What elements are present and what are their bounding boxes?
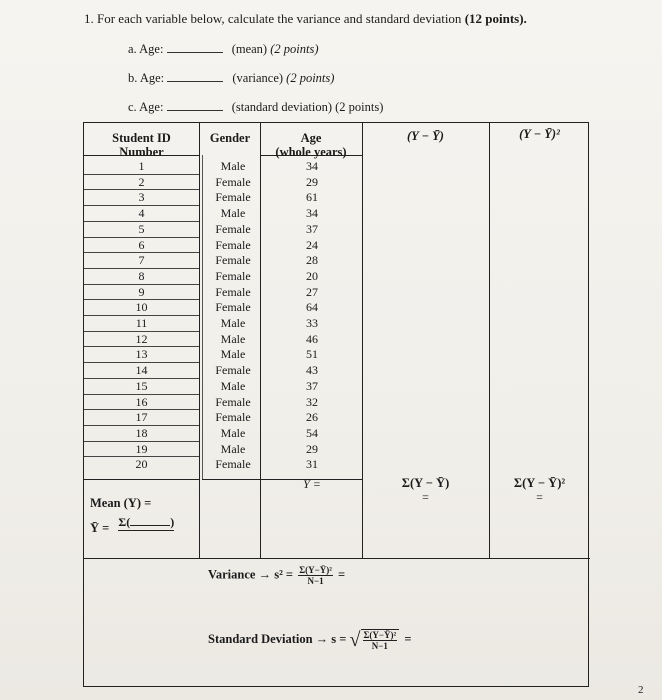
row-gender: Female	[215, 268, 251, 283]
mean-formula	[90, 515, 174, 543]
sum-deviation-label: Σ(Y − Ȳ)	[401, 476, 450, 490]
data-table	[83, 122, 589, 687]
row-student-id: 13	[135, 347, 148, 362]
row-age: 20	[306, 268, 318, 283]
table-rule	[84, 479, 199, 480]
sub-letter: a.	[128, 42, 137, 56]
std-dev-equals: =	[404, 631, 412, 646]
row-gender: Male	[220, 378, 246, 393]
sub-measure: (standard deviation)	[231, 100, 332, 114]
row-age: 24	[306, 237, 318, 252]
row-gender: Female	[215, 221, 251, 236]
mean-numerator	[118, 515, 174, 531]
row-age: 31	[306, 457, 318, 472]
row-student-id: 16	[135, 394, 148, 409]
row-age: 54	[306, 425, 318, 440]
variance-denominator: N−1	[307, 576, 324, 586]
row-gender: Female	[215, 394, 251, 409]
answer-blank[interactable]	[167, 41, 223, 53]
row-student-id: 20	[135, 457, 148, 472]
std-dev-formula	[208, 629, 411, 651]
row-gender: Male	[220, 206, 246, 221]
mean-sigma: Σ(	[118, 515, 131, 529]
row-student-id: 9	[138, 284, 145, 299]
row-student-id: 2	[138, 174, 145, 189]
row-student-id: 4	[138, 206, 145, 221]
row-student-id: 19	[135, 441, 148, 456]
row-age: 33	[306, 316, 318, 330]
mean-label: Mean (Y) =	[90, 496, 152, 510]
sub-points: (2 points)	[286, 71, 335, 85]
row-gender: Female	[215, 300, 251, 315]
row-gender: Male	[220, 159, 246, 173]
mean-denominator[interactable]	[118, 531, 174, 543]
ybar-label: Ȳ =	[303, 477, 321, 491]
variance-equals: =	[338, 567, 346, 582]
row-age: 37	[306, 221, 318, 236]
row-gender: Female	[215, 363, 251, 378]
subquestion-b	[128, 70, 334, 86]
sub-label: Age:	[139, 42, 164, 56]
header-id-line2: Number	[119, 145, 164, 159]
row-age: 46	[306, 331, 318, 346]
row-student-id: 8	[138, 268, 145, 283]
row-age: 43	[306, 363, 318, 378]
header-student-id	[84, 131, 199, 159]
sum-deviation-squared-label: Σ(Y − Ȳ)²	[513, 476, 566, 490]
header-deviation-squared: (Y − Ȳ)²	[519, 127, 560, 141]
row-age: 29	[306, 174, 318, 189]
question-text: For each variable below, calculate the variance and standard deviation	[97, 11, 462, 26]
col-divider	[199, 123, 200, 558]
row-student-id: 17	[135, 410, 148, 425]
row-student-id: 12	[135, 331, 148, 346]
row-gender: Female	[215, 237, 251, 252]
answer-blank[interactable]	[167, 99, 223, 111]
header-id-line1: Student ID	[112, 131, 171, 145]
sub-points: (2 points)	[270, 42, 319, 56]
header-age-line2: (whole years)	[275, 145, 347, 159]
std-dev-numerator: Σ(Y−Ȳ)²	[363, 630, 397, 640]
row-student-id: 6	[138, 237, 145, 252]
mean-blank[interactable]	[130, 515, 170, 526]
section-rule	[84, 558, 590, 559]
row-gender: Female	[215, 174, 251, 189]
sub-label: Age:	[139, 100, 164, 114]
mean-fraction	[118, 515, 174, 543]
variance-label: Variance → s² =	[208, 567, 294, 582]
question-points: (12 points).	[464, 11, 527, 26]
row-gender: Female	[215, 284, 251, 299]
row-gender: Female	[215, 457, 251, 472]
row-student-id: 18	[135, 425, 148, 440]
row-gender: Female	[215, 190, 251, 205]
row-age: 32	[306, 394, 318, 409]
std-dev-label: Standard Deviation → s =	[208, 631, 347, 646]
sum-deviation-equals: =	[422, 490, 429, 504]
row-gender: Male	[220, 316, 246, 330]
row-gender: Male	[220, 425, 246, 440]
mean-ybar: Ȳ =	[90, 520, 110, 535]
page-number: 2	[638, 684, 644, 696]
sub-letter: b.	[128, 71, 138, 85]
answer-blank[interactable]	[167, 70, 223, 82]
row-age: 37	[306, 378, 318, 393]
row-student-id: 15	[135, 378, 148, 393]
variance-numerator: Σ(Y−Ȳ)²	[299, 565, 332, 575]
sub-letter: c.	[128, 100, 137, 114]
row-age: 26	[306, 410, 318, 425]
row-gender: Male	[220, 441, 246, 456]
header-deviation: (Y − Ȳ)	[407, 129, 444, 143]
row-gender: Female	[215, 410, 251, 425]
row-gender: Female	[215, 253, 251, 268]
variance-formula	[208, 565, 345, 586]
sub-label: Age:	[139, 71, 165, 85]
row-age: 61	[306, 190, 318, 205]
sub-measure: (variance)	[232, 71, 284, 85]
row-age: 27	[306, 284, 318, 299]
std-dev-fraction	[361, 629, 400, 651]
sub-points: (2 points)	[335, 100, 384, 114]
question-number: 1.	[84, 11, 94, 26]
row-age: 34	[306, 206, 318, 221]
row-student-id: 7	[138, 253, 145, 268]
question-title	[84, 11, 527, 27]
subquestion-c	[128, 99, 383, 115]
variance-fraction	[298, 565, 333, 586]
sqrt-icon: √	[349, 629, 361, 651]
row-age: 34	[306, 159, 318, 173]
std-dev-denominator: N−1	[371, 641, 388, 651]
row-student-id: 10	[135, 300, 148, 315]
sub-measure: (mean)	[231, 42, 268, 56]
header-age-line1: Age	[300, 131, 322, 145]
subquestion-a	[128, 41, 318, 57]
row-age: 29	[306, 441, 318, 456]
row-age: 64	[306, 300, 318, 315]
row-student-id: 5	[138, 221, 145, 236]
mean-close: )	[170, 515, 175, 529]
row-age: 28	[306, 253, 318, 268]
row-student-id: 11	[135, 316, 148, 330]
row-student-id: 1	[138, 159, 145, 173]
row-gender: Male	[220, 347, 246, 362]
row-gender: Male	[220, 331, 246, 346]
header-age	[260, 131, 362, 159]
row-age: 51	[306, 347, 318, 362]
sum-deviation-squared-equals: =	[536, 490, 543, 504]
header-gender: Gender	[209, 131, 251, 145]
row-student-id: 14	[135, 363, 148, 378]
row-student-id: 3	[138, 190, 145, 205]
